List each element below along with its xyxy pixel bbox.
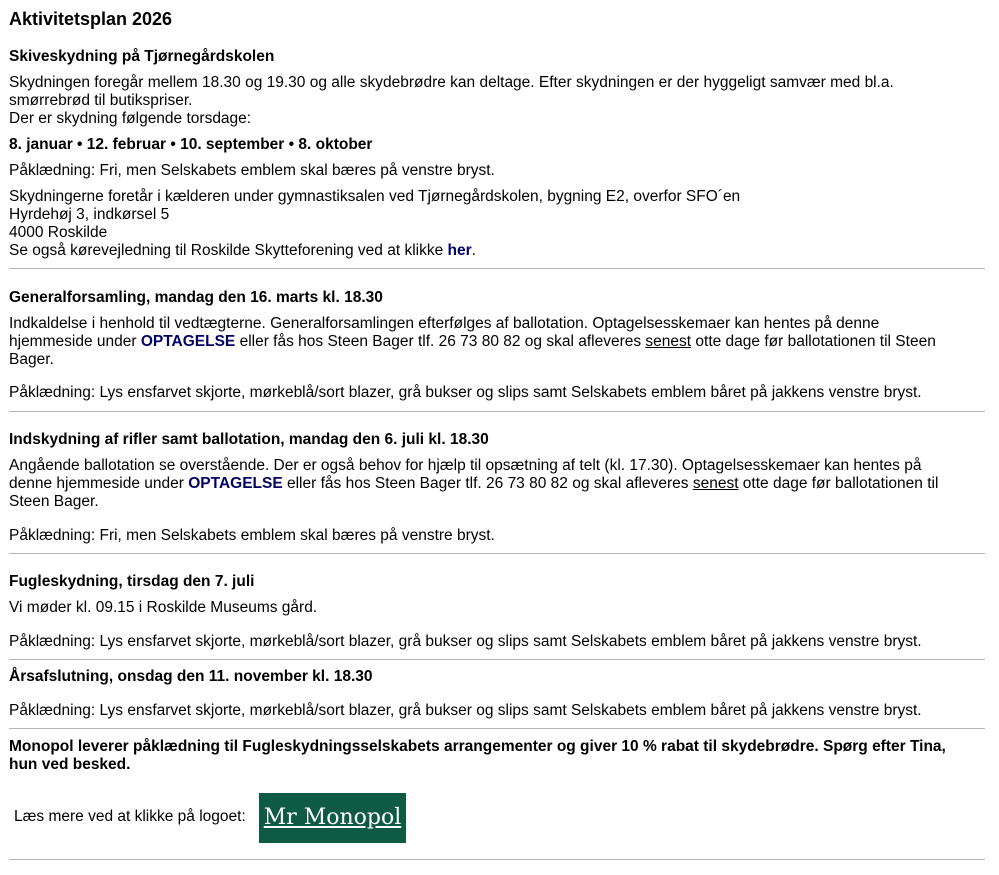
body-text: eller fås hos Steen Bager tlf. 26 73 80 82 og skal afleveres: [282, 475, 693, 492]
dress-code: [9, 702, 987, 720]
directions-line: [9, 242, 987, 260]
monopol-text: hun ved besked.: [9, 756, 131, 773]
section-indskydning-body: [9, 457, 987, 511]
divider: [9, 659, 985, 660]
location-line: Skydningerne foretår i kælderen under gymnastiksalen ved Tjørnegårdskolen, bygning E2, overfor SFO´en: [9, 188, 741, 205]
location-line: 4000 Roskilde: [9, 224, 108, 241]
divider: [9, 859, 985, 860]
body-line: Angående ballotation se overstående. Der er også behov for hjælp til opsætning af telt (kl. 17.30). Optagelsesskemaer kan hentes på: [9, 457, 922, 474]
directions-end: .: [471, 242, 476, 259]
section-indskydning: [9, 431, 987, 449]
section-generalforsamling: [9, 289, 987, 307]
section-heading: Generalforsamling, mandag den 16. marts kl. 18.30: [9, 289, 383, 306]
monopol-notice: [9, 738, 987, 774]
mr-monopol-logo[interactable]: Mr Monopol: [259, 793, 406, 843]
read-more-text: Læs mere ved at klikke på logoet:: [14, 808, 246, 825]
body-line: Steen Bager.: [9, 493, 99, 510]
divider: [9, 411, 985, 412]
location-line: Hyrdehøj 3, indkørsel 5: [9, 206, 170, 223]
location-block: [9, 188, 987, 260]
intro-line: smørrebrød til butikspriser.: [9, 92, 193, 109]
body-text: otte dage før ballotationen til: [738, 475, 939, 492]
section-heading: Indskydning af rifler samt ballotation, mandag den 6. juli kl. 18.30: [9, 431, 489, 448]
body-line: Indkaldelse i henhold til vedtægterne. Generalforsamlingen efterfølges af ballotation. Optagelsesskemaer kan hentes på denne: [9, 315, 880, 332]
dress-code: [9, 384, 987, 402]
dates-text: 8. januar • 12. februar • 10. september • 8. oktober: [9, 136, 373, 153]
directions-link[interactable]: her: [447, 242, 472, 259]
body-text: eller fås hos Steen Bager tlf. 26 73 80 82 og skal afleveres: [235, 333, 646, 350]
monopol-text: Monopol leverer påklædning til Fugleskydningsselskabets arrangementer og giver 10 % rabat til skydebrødre. Spørg efter Tina,: [9, 738, 946, 755]
shooting-dates: [9, 136, 987, 154]
section-fugleskydning-body: [9, 599, 987, 617]
intro-line: Skydningen foregår mellem 18.30 og 19.30 og alle skydebrødre kan deltage. Efter skydningen er der hyggeligt samvær med bl.a.: [9, 74, 894, 91]
body-line: Vi møder kl. 09.15 i Roskilde Museums gård.: [9, 599, 318, 616]
emphasis-text: senest: [692, 475, 739, 492]
section-heading: Fugleskydning, tirsdag den 7. juli: [9, 573, 255, 590]
body-text: otte dage før ballotationen til Steen: [691, 333, 936, 350]
optagelse-link[interactable]: OPTAGELSE: [188, 475, 283, 492]
dress-code: [9, 633, 987, 651]
dress-code: [9, 162, 987, 180]
section-heading: Skiveskydning på Tjørnegårdskolen: [9, 48, 275, 65]
intro-line: Der er skydning følgende torsdage:: [9, 110, 252, 127]
section-skiveskydning: [9, 48, 987, 66]
body-line: Bager.: [9, 351, 54, 368]
dress-text: Påklædning: Lys ensfarvet skjorte, mørkeblå/sort blazer, grå bukser og slips samt Selskabets emblem båret på jakkens venstre bryst.: [9, 633, 922, 650]
section-fugleskydning: [9, 573, 987, 591]
section-aarsafslutning: [9, 668, 987, 686]
section-skiveskydning-intro: [9, 74, 987, 128]
dress-code: [9, 527, 987, 545]
dress-text: Påklædning: Lys ensfarvet skjorte, mørkeblå/sort blazer, grå bukser og slips samt Selskabets emblem båret på jakkens venstre bryst.: [9, 702, 922, 719]
dress-text: Påklædning: Fri, men Selskabets emblem skal bæres på venstre bryst.: [9, 527, 495, 544]
directions-text: Se også kørevejledning til Roskilde Skytteforening ved at klikke: [9, 242, 448, 259]
body-text: hjemmeside under: [9, 333, 141, 350]
section-heading: Årsafslutning, onsdag den 11. november kl. 18.30: [9, 668, 373, 685]
optagelse-link[interactable]: OPTAGELSE: [140, 333, 236, 350]
read-more-label: [14, 808, 254, 826]
divider: [9, 268, 985, 269]
body-line: [9, 475, 987, 493]
divider: [9, 728, 985, 729]
page-title: Aktivitetsplan 2026: [9, 9, 173, 29]
section-generalforsamling-body: [9, 315, 987, 369]
body-text: denne hjemmeside under: [9, 475, 189, 492]
dress-text: Påklædning: Lys ensfarvet skjorte, mørkeblå/sort blazer, grå bukser og slips samt Selskabets emblem båret på jakkens venstre bryst.: [9, 384, 922, 401]
body-line: [9, 333, 987, 351]
divider: [9, 553, 985, 554]
emphasis-text: senest: [645, 333, 692, 350]
dress-text: Påklædning: Fri, men Selskabets emblem skal bæres på venstre bryst.: [9, 162, 495, 179]
